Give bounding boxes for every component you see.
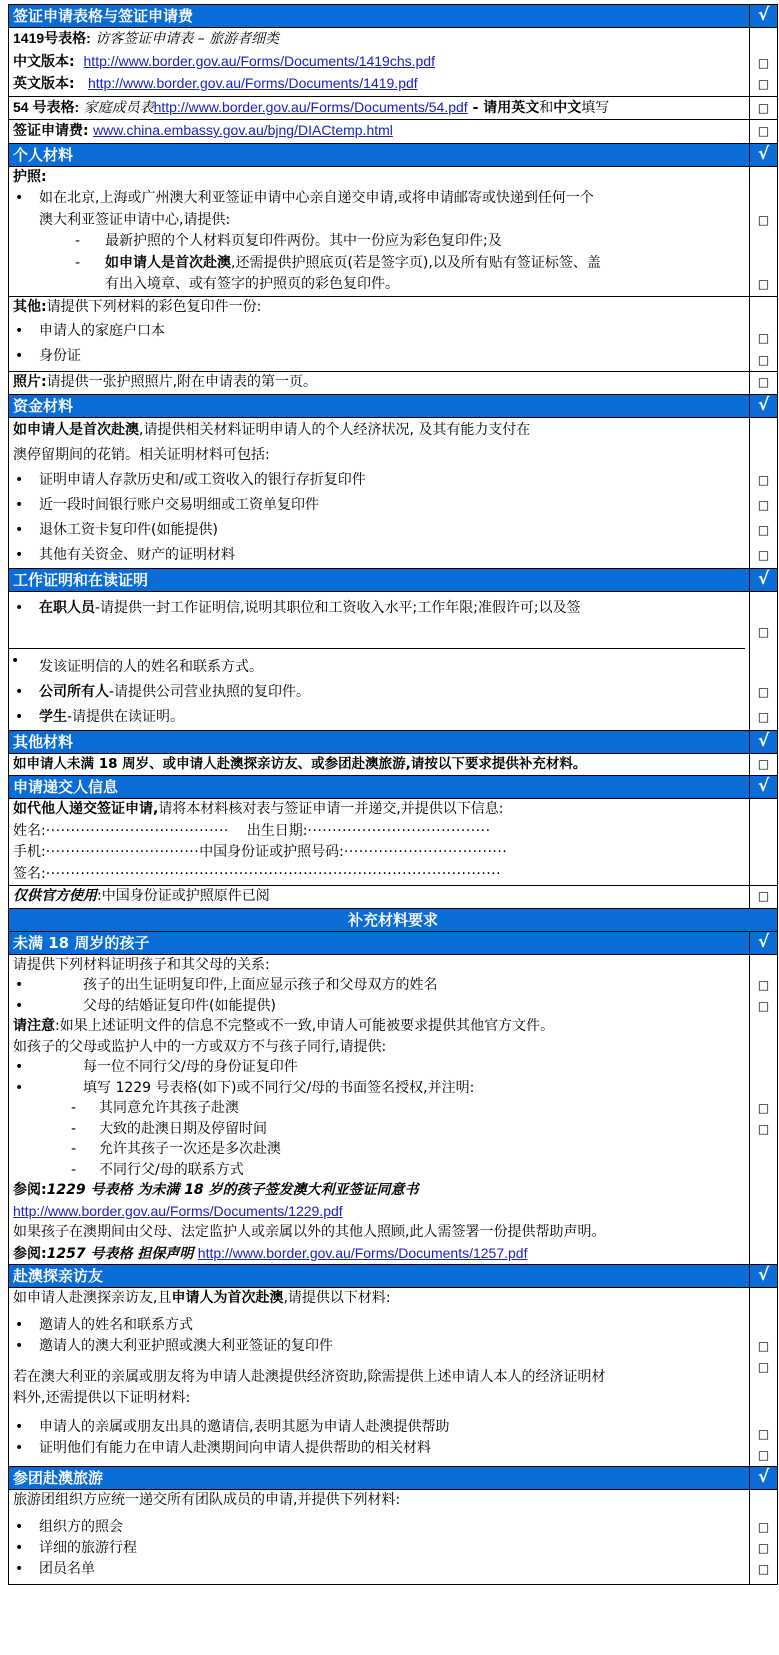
checkbox[interactable]: □: [757, 375, 770, 389]
checkbox[interactable]: □: [757, 331, 770, 345]
checkbox[interactable]: □: [757, 352, 770, 367]
checkbox[interactable]: □: [757, 978, 770, 992]
row-submitter: 如代他人递交签证申请,请将本材料核对表与签证申请一并递交,并提供以下信息: 姓名:····································· 出生日期:····································· 手机:·······························中国身份证或护照号码:································· 签名:····························································································: [9, 799, 778, 886]
checkbox[interactable]: □: [757, 1360, 770, 1374]
link-visa-fee[interactable]: www.china.embassy.gov.au/bjng/DIACtemp.html: [93, 122, 393, 138]
checkbox[interactable]: □: [757, 1339, 770, 1353]
row-form-54: 54 号表格: 家庭成员表http://www.border.gov.au/Forms/Documents/54.pdf - 请用英文和中文填写 □: [9, 96, 778, 120]
checkbox[interactable]: □: [757, 522, 770, 537]
checkbox[interactable]: □: [757, 55, 770, 70]
checkbox[interactable]: □: [757, 277, 770, 291]
checkbox[interactable]: □: [757, 124, 770, 138]
check-mark: √: [750, 1265, 778, 1288]
section-header-minors: 未满 18 周岁的孩子 √: [9, 931, 778, 954]
checkbox[interactable]: □: [757, 998, 770, 1013]
row-photo: 照片:请提供一张护照照片,附在申请表的第一页。 □: [9, 372, 778, 395]
check-mark: √: [750, 1467, 778, 1490]
row-visiting: 如申请人赴澳探亲访友,且申请人为首次赴澳,请提供以下材料: • 邀请人的姓名和联系方式 • 邀请人的澳大利亚护照或澳大利亚签证的复印件 若在澳大利亚的亲属或朋友将为申请人赴澳提供经济资助,除需提供上述申请人本人的经济证明材 料外,还需提供以下证明材料: • 申请人的亲属或朋友出具的邀请信,表明其愿为申请人赴澳提供帮助 • 证明他们有能力在申请人赴澳期间向申请人提供帮助的相关材料 □ □ □ □: [9, 1288, 778, 1467]
row-passport: 护照: • 如在北京,上海或广州澳大利亚签证申请中心亲自递交申请,或将申请邮寄或快递到任何一个 澳大利亚签证申请中心,请提供: - 最新护照的个人材料页复印件两份。其中一份应为彩色复印件;及 - 如申请人是首次赴澳,还需提供护照底页(若是签字页),以及所有贴有签证标签、盖 有出入境章、或有签字的护照页的彩色复印件。 □ □: [9, 166, 778, 296]
section-header-other-materials: 其他材料 √: [9, 730, 778, 753]
check-mark: √: [750, 730, 778, 753]
check-mark: √: [750, 143, 778, 166]
checkbox[interactable]: □: [757, 1541, 770, 1555]
row-other-materials: 如申请人未满 18 周岁、或申请人赴澳探亲访友、或参团赴澳旅游,请按以下要求提供补充材料。 □: [9, 753, 778, 776]
row-official-use: 仅供官方使用:中国身份证或护照原件已阅 □: [9, 886, 778, 909]
row-group-tour: 旅游团组织方应统一递交所有团队成员的申请,并提供下列材料: • 组织方的照会 • 详细的旅游行程 • 团员名单 □ □ □: [9, 1490, 778, 1585]
checkbox[interactable]: □: [757, 889, 770, 903]
row-minors: 请提供下列材料证明孩子和其父母的关系: • 孩子的出生证明复印件,上面应显示孩子和父母双方的姓名 • 父母的结婚证复印件(如能提供) 请注意:如果上述证明文件的信息不完整或不一致,申请人可能被要求提供其他官方文件。 如孩子的父母或监护人中的一方或双方不与孩子同行,请提供: • 每一位不同行父/母的身份证复印件 • 填写 1229 号表格(如下)或不同行父/母的书面签名授权,并注明: - 其同意允许其孩子赴澳 - 大致的赴澳日期及停留时间 - 允许其孩子一次还是多次赴澳 - 不同行父/母的联系方式 参阅:1229 号表格 为未满 18 岁的孩子签发澳大利亚签证同意书 http://www.border.gov.au/Forms/Documents/1229.pdf 如果孩子在澳期间由父母、法定监护人或亲属以外的其他人照顾,此人需签署一份提供帮助声明。 参阅:1257 号表格 担保声明 http://www.border.gov.au/Forms/Documents/1257.pdf □ □ □ □: [9, 954, 778, 1265]
checkbox[interactable]: □: [757, 497, 770, 512]
link-form-1229[interactable]: http://www.border.gov.au/Forms/Documents/1229.pdf: [13, 1202, 343, 1219]
checkbox[interactable]: □: [757, 212, 770, 227]
checkbox[interactable]: □: [757, 472, 770, 487]
section-header-visiting: 赴澳探亲访友 √: [9, 1265, 778, 1288]
section-header-submitter: 申请递交人信息 √: [9, 776, 778, 799]
checkbox[interactable]: □: [757, 1448, 770, 1462]
link-form-1257[interactable]: http://www.border.gov.au/Forms/Documents/1257.pdf: [197, 1244, 528, 1261]
checkbox[interactable]: □: [757, 709, 770, 724]
checkbox[interactable]: □: [757, 100, 770, 115]
checkbox[interactable]: □: [757, 77, 770, 91]
section-header-group-tour: 参团赴澳旅游 √: [9, 1467, 778, 1490]
section-header-employment: 工作证明和在读证明 √: [9, 568, 778, 591]
checkbox[interactable]: □: [757, 1520, 770, 1534]
row-form-1419: 1419号表格: 访客签证申请表 – 旅游者细类 中文版本: http://www.border.gov.au/Forms/Documents/1419chs.pdf 英文版本: http://www.border.gov.au/Forms/Documents/1419.pdf □ □: [9, 28, 778, 97]
row-visa-fee: 签证申请费: www.china.embassy.gov.au/bjng/DIACtemp.html □: [9, 120, 778, 144]
checkbox[interactable]: □: [757, 1562, 770, 1576]
section-header-forms: 签证申请表格与签证申请费 √: [9, 5, 778, 28]
link-1419-english[interactable]: http://www.border.gov.au/Forms/Documents/1419.pdf: [87, 75, 418, 91]
link-form-54[interactable]: http://www.border.gov.au/Forms/Documents/54.pdf: [153, 98, 468, 115]
checklist-table: [8, 4, 778, 1585]
checkbox[interactable]: □: [757, 624, 770, 639]
check-mark: √: [750, 776, 778, 799]
check-mark: √: [750, 568, 778, 591]
checkbox[interactable]: □: [757, 547, 770, 562]
check-mark: √: [750, 5, 778, 28]
row-funds: 如申请人是首次赴澳,请提供相关材料证明申请人的个人经济状况, 及其有能力支付在 澳停留期间的花销。相关证明材料可包括: • 证明申请人存款历史和/或工资收入的银行存折复印件 • 近一段时间银行账户交易明细或工资单复印件 • 退休工资卡复印件(如能提供) • 其他有关资金、财产的证明材料 □ □ □ □: [9, 417, 778, 568]
section-header-funds: 资金材料 √: [9, 394, 778, 417]
checkbox[interactable]: □: [757, 1121, 770, 1136]
check-mark: √: [750, 394, 778, 417]
row-employment: • 在职人员-请提供一封工作证明信,说明其职位和工资收入水平;工作年限;准假许可;以及签 • 发该证明信的人的姓名和联系方式。 • 公司所有人-请提供公司营业执照的复印件。 • 学生-请提供在读证明。 □ □ □: [9, 591, 778, 730]
check-mark: √: [750, 931, 778, 954]
section-header-personal: 个人材料 √: [9, 143, 778, 166]
checkbox[interactable]: □: [757, 1427, 770, 1441]
row-other: 其他:请提供下列材料的彩色复印件一份: • 申请人的家庭户口本 • 身份证 □ □: [9, 296, 778, 372]
section-header-supplementary: 补充材料要求: [9, 908, 778, 931]
checkbox[interactable]: □: [757, 756, 770, 771]
checkbox[interactable]: □: [757, 684, 770, 699]
link-1419-chinese[interactable]: http://www.border.gov.au/Forms/Documents/1419chs.pdf: [83, 52, 435, 69]
checkbox[interactable]: □: [757, 1101, 770, 1115]
